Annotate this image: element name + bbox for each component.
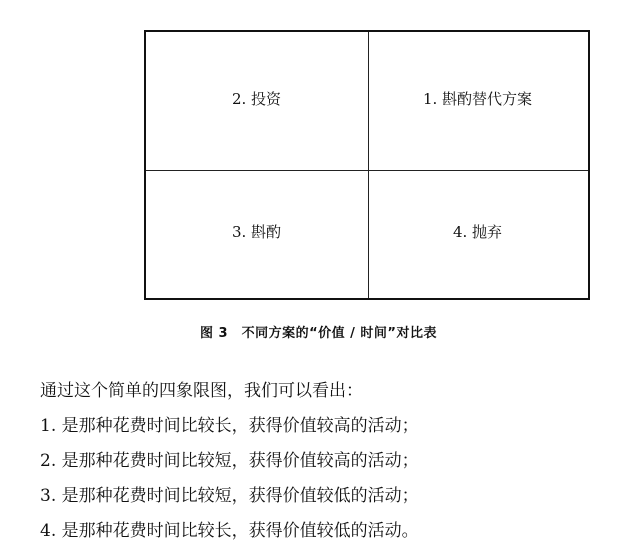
figure-caption: 图 3 不同方案的“价值 / 时间”对比表 xyxy=(200,326,437,341)
list-item: 2. 是那种花费时间比较短，获得价值较高的活动； xyxy=(40,451,419,471)
body-paragraph xyxy=(40,374,419,549)
list-item: 4. 是那种花费时间比较长，获得价值较低的活动。 xyxy=(40,521,419,541)
list-item: 3. 是那种花费时间比较短，获得价值较低的活动； xyxy=(40,486,419,506)
quadrant-bottom-left: 3. 斟酌 xyxy=(231,223,282,241)
list-item: 1. 是那种花费时间比较长，获得价值较高的活动； xyxy=(40,416,419,436)
quadrant-top-left: 2. 投资 xyxy=(231,90,282,108)
intro-line: 通过这个简单的四象限图，我们可以看出： xyxy=(40,381,363,401)
quadrant-bottom-right: 4. 抛弃 xyxy=(452,223,503,241)
quadrant-top-right: 1. 斟酌替代方案 xyxy=(422,90,533,108)
four-quadrant-matrix xyxy=(144,30,590,300)
